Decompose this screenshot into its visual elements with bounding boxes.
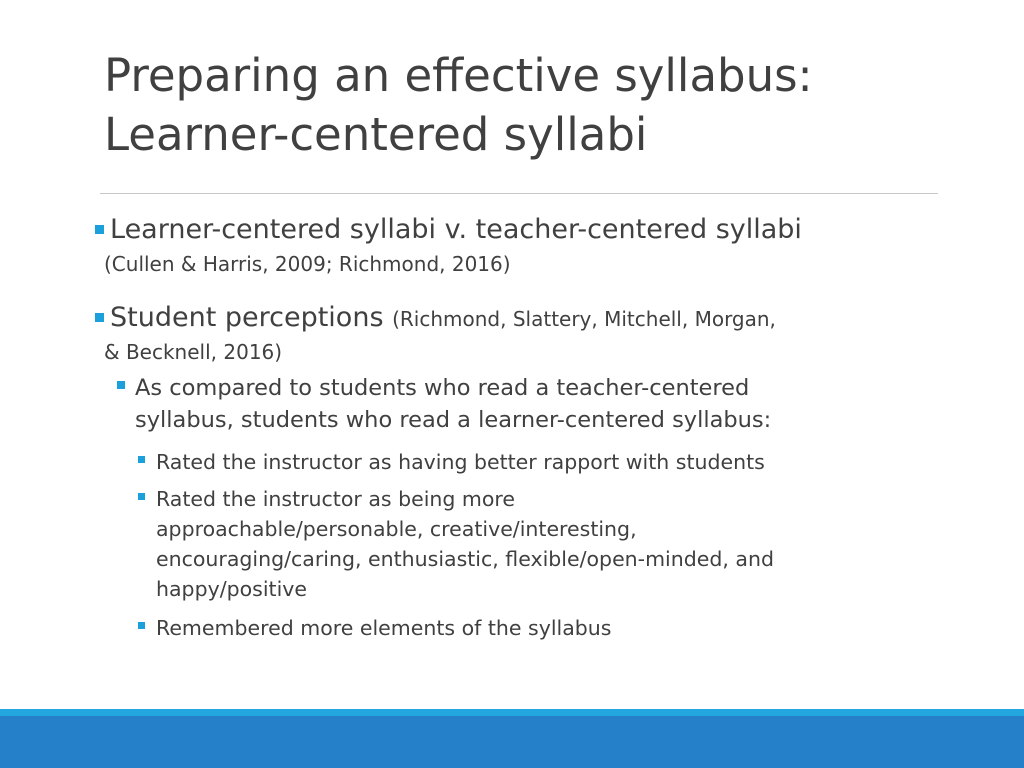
bullet-text: Learner-centered syllabi v. teacher-centered syllabi (110, 214, 802, 245)
square-bullet-icon (117, 381, 125, 389)
bullet-student-perceptions (95, 302, 776, 335)
slide-title (104, 46, 984, 164)
sub-sub-bullet-remembered (138, 613, 611, 643)
bullet-citation-continuation: & Becknell, 2016) (104, 340, 283, 364)
square-bullet-icon (95, 313, 104, 322)
title-divider (100, 193, 938, 194)
bullet-learner-vs-teacher (95, 214, 802, 245)
footer-accent-bar (0, 709, 1024, 716)
sub-bullet-comparison (117, 372, 771, 436)
slide-title-line-2: Learner-centered syllabi (104, 108, 648, 161)
bullet-text: Student perceptions (110, 302, 384, 333)
slide-title-line-1: Preparing an effective syllabus: (104, 49, 813, 102)
square-bullet-icon (138, 456, 145, 463)
footer-band (0, 716, 1024, 768)
sub-sub-bullet-line: encouraging/caring, enthusiastic, flexible/open-minded, and (156, 547, 774, 571)
sub-sub-bullet-line: Rated the instructor as having better rapport with students (156, 450, 765, 474)
sub-sub-bullet-line: happy/positive (156, 577, 308, 601)
sub-sub-bullet-line: Remembered more elements of the syllabus (156, 616, 612, 640)
sub-sub-bullet-line: Rated the instructor as being more (156, 487, 516, 511)
square-bullet-icon (138, 622, 145, 629)
sub-sub-bullet-traits (138, 484, 774, 604)
bullet-citation: (Cullen & Harris, 2009; Richmond, 2016) (104, 252, 511, 276)
bullet-citation: (Richmond, Slattery, Mitchell, Morgan, (392, 307, 776, 331)
sub-sub-bullet-rapport (138, 447, 765, 477)
square-bullet-icon (138, 493, 145, 500)
sub-bullet-line: syllabus, students who read a learner-centered syllabus: (135, 407, 772, 433)
square-bullet-icon (95, 225, 104, 234)
sub-sub-bullet-line: approachable/personable, creative/interesting, (156, 517, 637, 541)
sub-bullet-line: As compared to students who read a teacher-centered (135, 375, 750, 401)
